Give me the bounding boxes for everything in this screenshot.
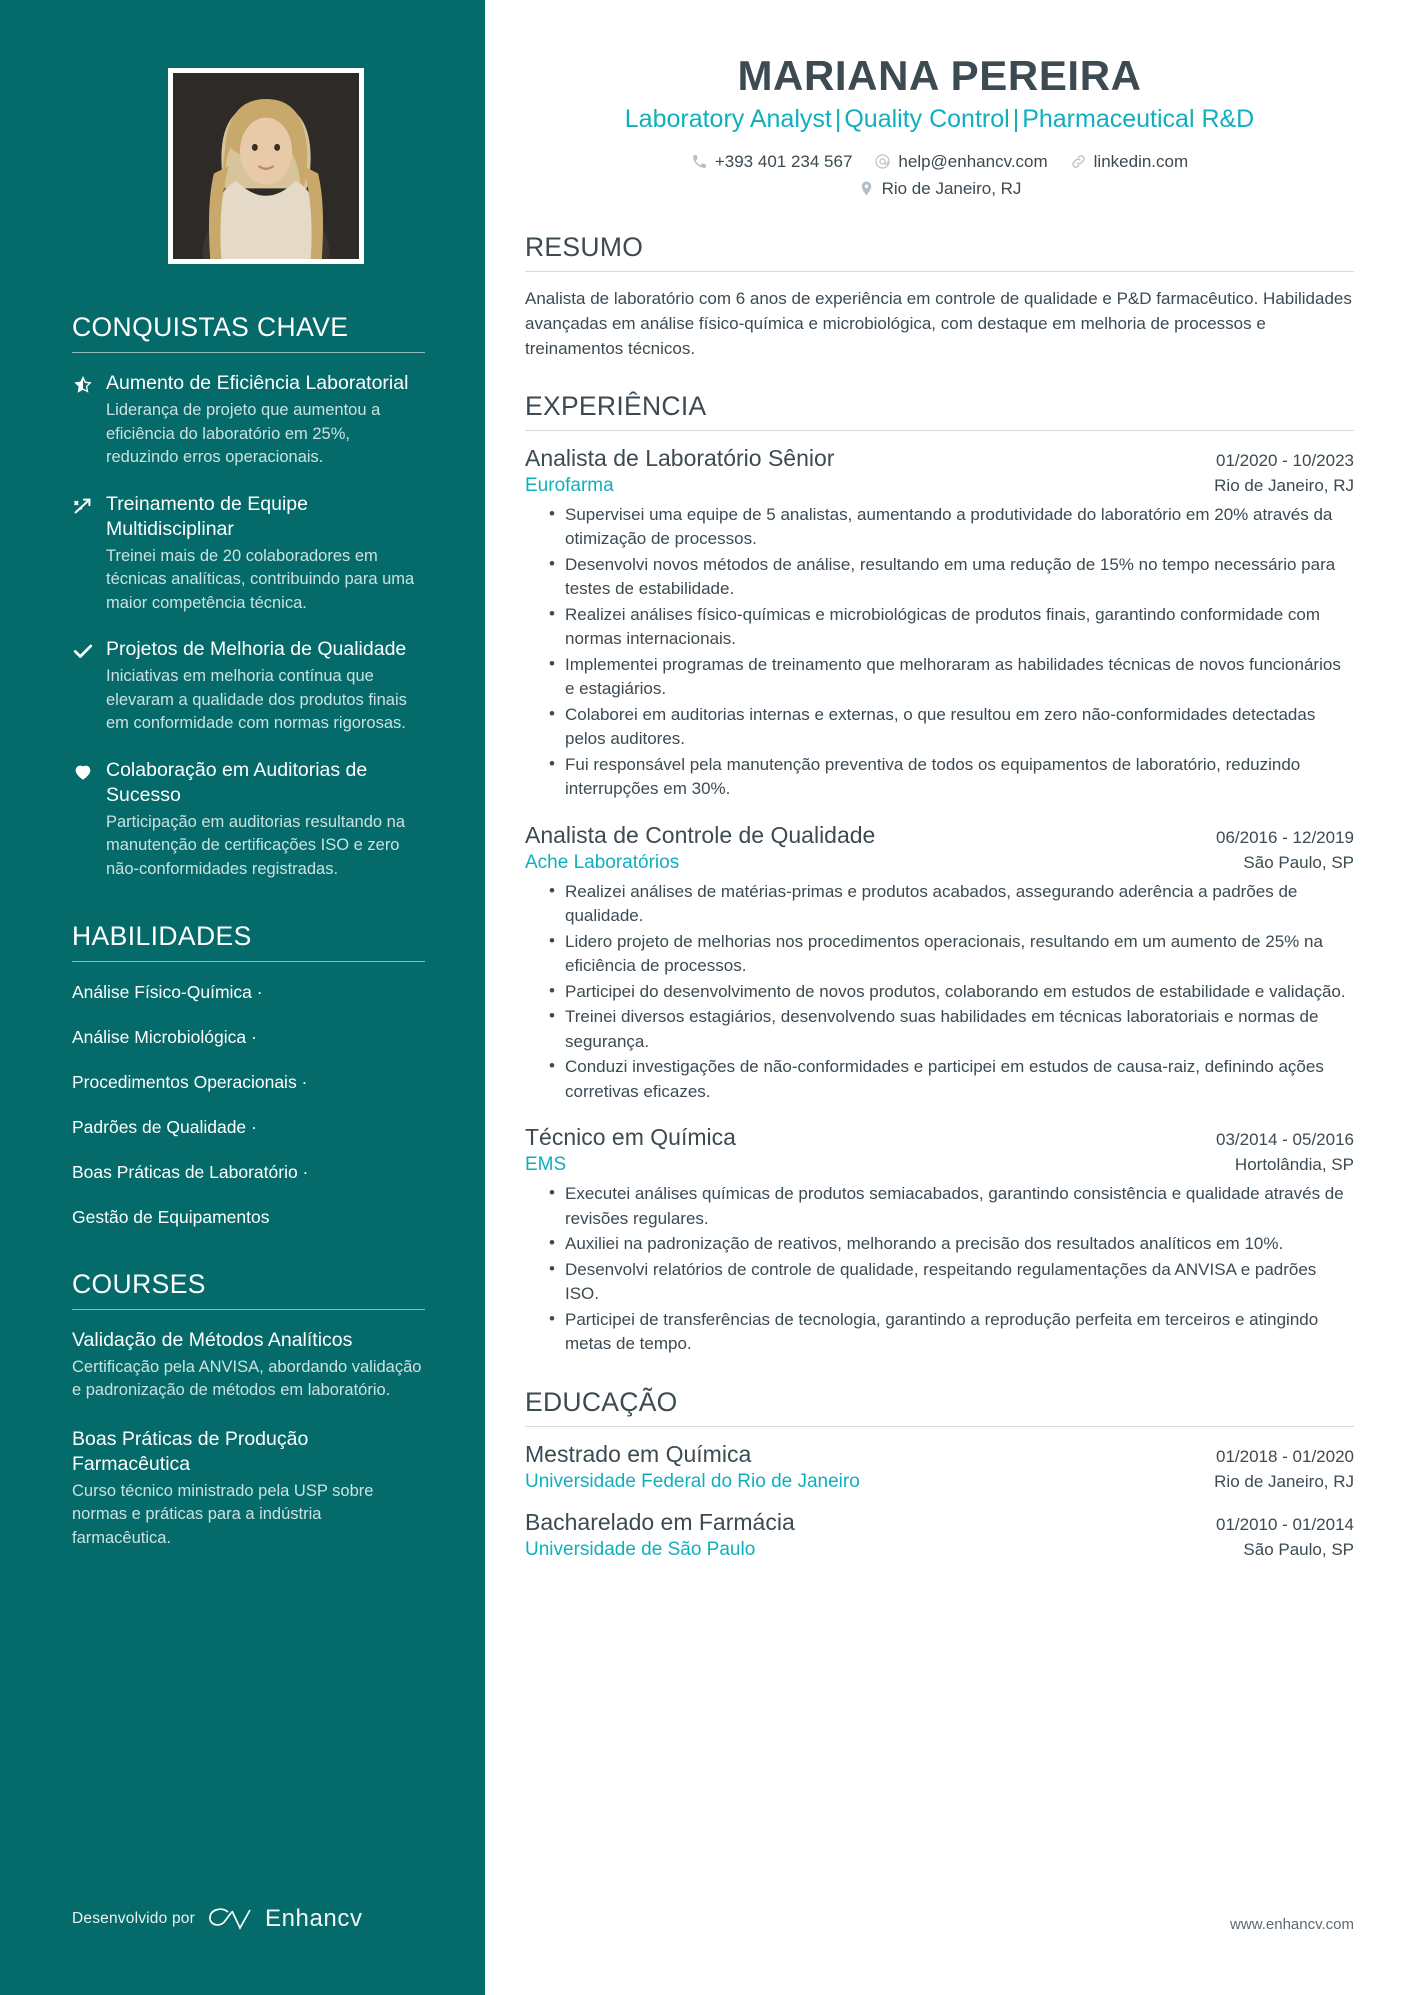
school-name: Universidade Federal do Rio de Janeiro (525, 1470, 860, 1492)
experience-title: EXPERIÊNCIA (525, 390, 707, 421)
education-title: EDUCAÇÃO (525, 1386, 678, 1417)
job-date: 03/2014 - 05/2016 (1215, 1130, 1354, 1150)
experience-section (525, 391, 1354, 1357)
job-bullet: • Fui responsável pela manutenção preventiva de todos os equipamentos de laboratório, reduzindo interrupções em 30%. (549, 753, 1354, 802)
achievement-item (72, 758, 425, 882)
job-bullet: • Supervisei uma equipe de 5 analistas, aumentando a produtividade do laboratório em 20% através da otimização de processos. (549, 503, 1354, 552)
contact-block (525, 148, 1354, 202)
education-section (525, 1387, 1354, 1561)
school-location: Rio de Janeiro, RJ (1214, 1471, 1354, 1491)
job-date: 06/2016 - 12/2019 (1215, 827, 1354, 847)
experience-item (525, 822, 1354, 1105)
job-bullets (525, 880, 1354, 1105)
skill-item: Boas Práticas de Laboratório · (72, 1162, 309, 1182)
divider (72, 352, 425, 353)
job-bullet: • Executei análises químicas de produtos semiacabados, garantindo consistência e qualidade através de revisões regulares. (549, 1182, 1354, 1231)
job-bullet: • Desenvolvi novos métodos de análise, resultando em uma redução de 15% no tempo necessário para testes de estabilidade. (549, 553, 1354, 602)
linkedin-value: linkedin.com (1093, 151, 1189, 171)
skills-section (72, 921, 425, 1229)
job-bullet: • Treinei diversos estagiários, desenvolvendo suas habilidades em técnicas laboratoriais e normas de segurança. (549, 1005, 1354, 1054)
divider (72, 961, 425, 962)
summary-title: RESUMO (525, 231, 644, 262)
achievement-title: Treinamento de Equipe Multidisciplinar (106, 492, 308, 540)
avatar-image (173, 73, 359, 259)
course-description: Curso técnico ministrado pela USP sobre normas e práticas para a indústria farmacêutica. (72, 1481, 374, 1547)
achievement-title: Colaboração em Auditorias de Sucesso (106, 758, 368, 806)
headline-part-1: Laboratory Analyst (624, 104, 832, 133)
email-value: help@enhancv.com (898, 151, 1048, 171)
achievement-title: Projetos de Melhoria de Qualidade (106, 638, 407, 660)
achievements-section (72, 312, 425, 881)
job-location: Hortolândia, SP (1234, 1155, 1354, 1175)
location-value: Rio de Janeiro, RJ (881, 178, 1022, 198)
job-bullet: • Participei do desenvolvimento de novos produtos, colaborando em estudos de estabilidade e validação. (549, 980, 1354, 1005)
course-description: Certificação pela ANVISA, abordando validação e padronização de métodos em laboratório. (72, 1357, 422, 1399)
achievement-description: Participação em auditorias resultando na manutenção de certificações ISO e zero não-conformidades registradas. (106, 812, 406, 878)
enhancv-logo-icon (207, 1906, 253, 1932)
skill-item: Análise Microbiológica · (72, 1027, 257, 1047)
headline-separator: | (1012, 104, 1020, 133)
achievement-item (72, 371, 425, 470)
contact-phone[interactable] (691, 148, 853, 175)
job-bullets (525, 503, 1354, 802)
trend-arrow-icon (72, 492, 106, 616)
school-location: São Paulo, SP (1243, 1539, 1354, 1559)
half-star-icon (72, 371, 106, 470)
map-pin-icon (858, 180, 875, 197)
contact-row-primary (525, 148, 1354, 175)
job-bullet: • Desenvolvi relatórios de controle de qualidade, respeitando regulamentações da ANVISA e padrões ISO. (549, 1258, 1354, 1307)
degree-date: 01/2018 - 01/2020 (1215, 1446, 1354, 1466)
summary-section (525, 232, 1354, 361)
job-title: Técnico em Química (525, 1124, 736, 1151)
divider (525, 1426, 1354, 1427)
job-bullet: • Lidero projeto de melhorias nos procedimentos operacionais, resultando em um aumento de 25% na eficiência de processos. (549, 930, 1354, 979)
profile-photo (168, 68, 364, 264)
course-item (72, 1328, 425, 1403)
divider (72, 1309, 425, 1310)
sidebar-footer (72, 1905, 363, 1933)
brand-name: Enhancv (264, 1905, 363, 1932)
job-company: Eurofarma (525, 474, 614, 496)
phone-icon (691, 153, 708, 170)
phone-value: +393 401 234 567 (714, 151, 853, 171)
developed-by-label: Desenvolvido por (72, 1910, 195, 1927)
contact-row-secondary (525, 175, 1354, 202)
divider (525, 430, 1354, 431)
contact-email[interactable] (874, 148, 1047, 175)
job-bullet: • Realizei análises de matérias-primas e produtos acabados, assegurando aderência a padrões de qualidade. (549, 880, 1354, 929)
contact-location (858, 175, 1022, 202)
sidebar (0, 0, 485, 1995)
achievement-item (72, 637, 425, 736)
achievement-title: Aumento de Eficiência Laboratorial (106, 372, 409, 394)
page-title: MARIANA PEREIRA (737, 52, 1142, 99)
course-title: Validação de Métodos Analíticos (72, 1329, 353, 1351)
job-bullet: • Conduzi investigações de não-conformidades e participei em estudos de causa-raiz, definindo ações corretivas eficazes. (549, 1055, 1354, 1104)
divider (525, 271, 1354, 272)
job-title: Analista de Controle de Qualidade (525, 821, 876, 848)
achievement-description: Iniciativas em melhoria contínua que elevaram a qualidade dos produtos finais em conformidade com normas rigorosas. (106, 667, 407, 732)
courses-title: COURSES (72, 1269, 206, 1299)
contact-linkedin[interactable] (1070, 148, 1189, 175)
job-location: São Paulo, SP (1243, 852, 1354, 872)
job-bullet: • Participei de transferências de tecnologia, garantindo a reprodução perfeita em terceiros e atingindo metas de tempo. (549, 1308, 1354, 1357)
summary-text: Analista de laboratório com 6 anos de experiência em controle de qualidade e P&D farmacêutico. Habilidades avançadas em análise físico-química e microbiológica, com destaque em melhoria de processos e treinamentos técnicos. (525, 288, 1352, 358)
job-date: 01/2020 - 10/2023 (1215, 450, 1354, 470)
education-item (525, 1441, 1354, 1493)
course-item (72, 1427, 425, 1551)
degree-title: Bacharelado em Farmácia (525, 1508, 795, 1535)
job-title: Analista de Laboratório Sênior (525, 444, 835, 471)
email-icon (874, 153, 891, 170)
heart-icon (72, 758, 106, 882)
check-icon (72, 637, 106, 736)
experience-item (525, 445, 1354, 802)
headline-separator: | (834, 104, 842, 133)
job-bullet: • Auxiliei na padronização de reativos, melhorando a precisão dos resultados analíticos em 10%. (549, 1232, 1354, 1257)
headline-part-3: Pharmaceutical R&D (1022, 104, 1255, 133)
course-title: Boas Práticas de Produção Farmacêutica (72, 1427, 309, 1475)
education-item (525, 1509, 1354, 1561)
job-bullet: • Realizei análises físico-químicas e microbiológicas de produtos finais, garantindo conformidade com normas internacionais. (549, 603, 1354, 652)
school-name: Universidade de São Paulo (525, 1538, 756, 1560)
main-content (485, 0, 1410, 1995)
degree-date: 01/2010 - 01/2014 (1215, 1514, 1354, 1534)
job-company: Ache Laboratórios (525, 851, 680, 873)
degree-title: Mestrado em Química (525, 1440, 752, 1467)
headline (525, 105, 1354, 134)
headline-part-2: Quality Control (844, 104, 1010, 133)
skill-item: Procedimentos Operacionais · (72, 1072, 308, 1092)
achievement-description: Liderança de projeto que aumentou a eficiência do laboratório em 25%, reduzindo erros operacionais. (106, 401, 381, 466)
job-bullet: • Colaborei em auditorias internas e externas, o que resultou em zero não-conformidades detectadas pelos auditores. (549, 703, 1354, 752)
achievement-item (72, 492, 425, 616)
courses-section (72, 1269, 425, 1550)
skill-item: Análise Físico-Química · (72, 982, 263, 1002)
experience-item (525, 1124, 1354, 1357)
achievements-title: CONQUISTAS CHAVE (72, 312, 349, 342)
link-icon (1070, 153, 1087, 170)
achievement-description: Treinei mais de 20 colaboradores em técnicas analíticas, contribuindo para uma maior competência técnica. (106, 546, 415, 612)
job-location: Rio de Janeiro, RJ (1214, 475, 1354, 495)
skill-item: Padrões de Qualidade · (72, 1117, 257, 1137)
job-company: EMS (525, 1154, 567, 1176)
skill-item: Gestão de Equipamentos (72, 1207, 270, 1227)
skills-title: HABILIDADES (72, 921, 252, 951)
job-bullet: • Implementei programas de treinamento que melhoraram as habilidades técnicas de novos funcionários e estagiários. (549, 653, 1354, 702)
job-bullets (525, 1182, 1354, 1357)
footer-url[interactable]: www.enhancv.com (1230, 1916, 1354, 1933)
